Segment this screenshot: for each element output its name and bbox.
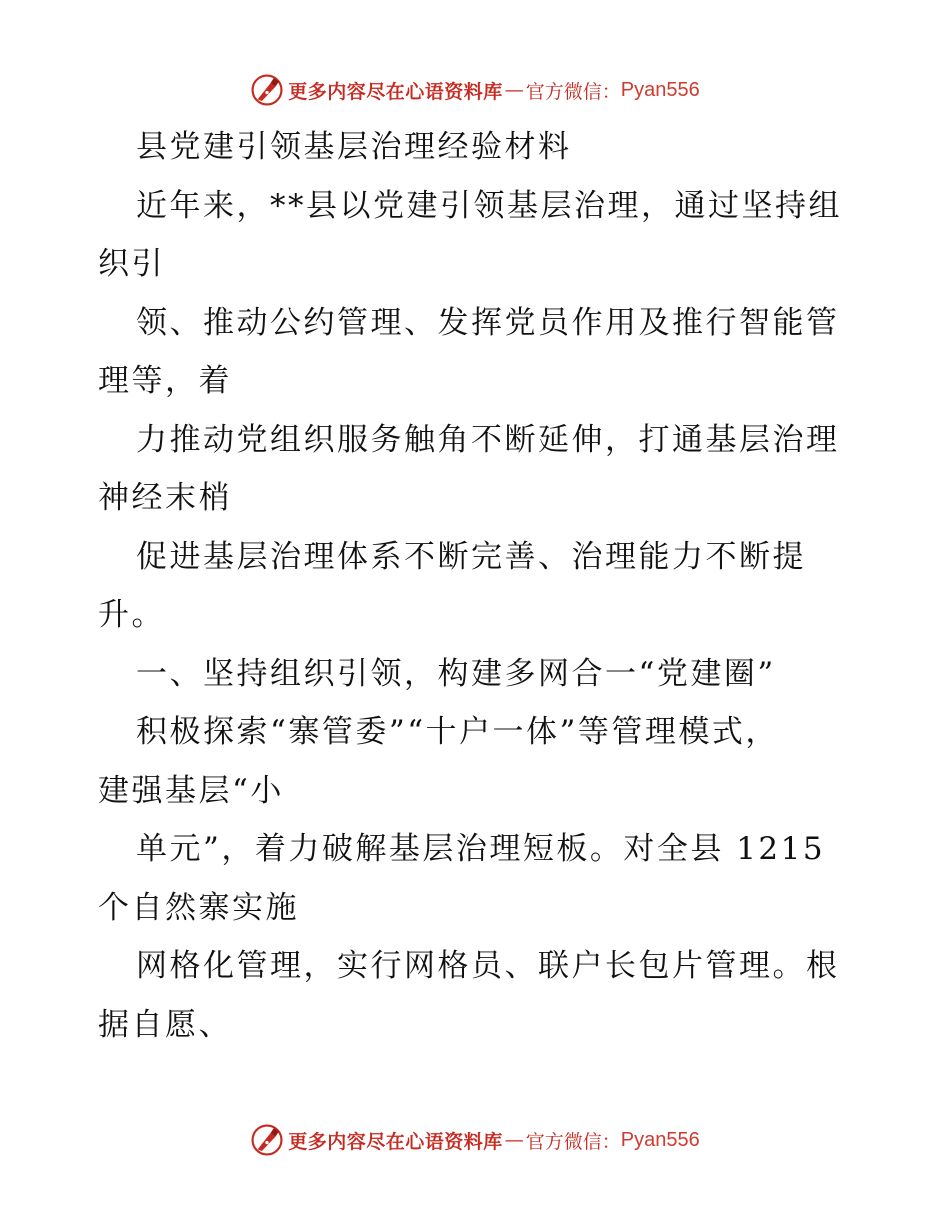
text-line: 力推动党组织服务触角不断延伸，打通基层治理 — [136, 421, 840, 458]
watermark-wechat-id: Pyan556 — [620, 1128, 700, 1151]
text-line: 建强基层“小 — [98, 772, 284, 809]
watermark-banner-top — [0, 68, 950, 112]
document-body — [98, 118, 868, 1054]
pen-nib-logo-icon — [250, 1123, 284, 1157]
watermark-wechat-label: 官方微信： — [525, 80, 621, 103]
text-line: 单元”，着力破解基层治理短板。对全县 1215 — [136, 831, 826, 867]
text-line: 促进基层治理体系不断完善、治理能力不断提 — [136, 538, 806, 575]
text-line: 织引 — [98, 246, 165, 282]
text-line: 理等，着 — [98, 363, 232, 399]
text-line: 近年来，**县以党建引领基层治理，通过坚持组 — [136, 187, 842, 224]
watermark-banner-bottom — [0, 1118, 950, 1162]
document-title: 县党建引领基层治理经验材料 — [136, 129, 572, 165]
text-line: 升。 — [98, 597, 165, 633]
text-line: 领、推动公约管理、发挥党员作用及推行智能管 — [136, 304, 840, 341]
pen-nib-logo-icon — [250, 73, 284, 107]
text-line: 一、坚持组织引领，构建多网合一“党建圈” — [136, 655, 776, 692]
watermark-wechat-label: 官方微信： — [525, 1130, 621, 1153]
text-line: 神经末梢 — [98, 480, 232, 516]
text-line: 据自愿、 — [98, 1006, 232, 1043]
watermark-dash: — — [504, 79, 524, 101]
text-line: 网格化管理，实行网格员、联户长包片管理。根 — [136, 948, 840, 984]
watermark-wechat-id: Pyan556 — [620, 78, 700, 101]
watermark-text: 更多内容尽在心语资料库 — [288, 1130, 503, 1153]
watermark-dash: — — [504, 1129, 524, 1151]
text-line: 积极探索“寨管委”“十户一体”等管理模式， — [136, 714, 779, 750]
watermark-text: 更多内容尽在心语资料库 — [288, 80, 503, 103]
text-line: 个自然寨实施 — [98, 889, 299, 926]
